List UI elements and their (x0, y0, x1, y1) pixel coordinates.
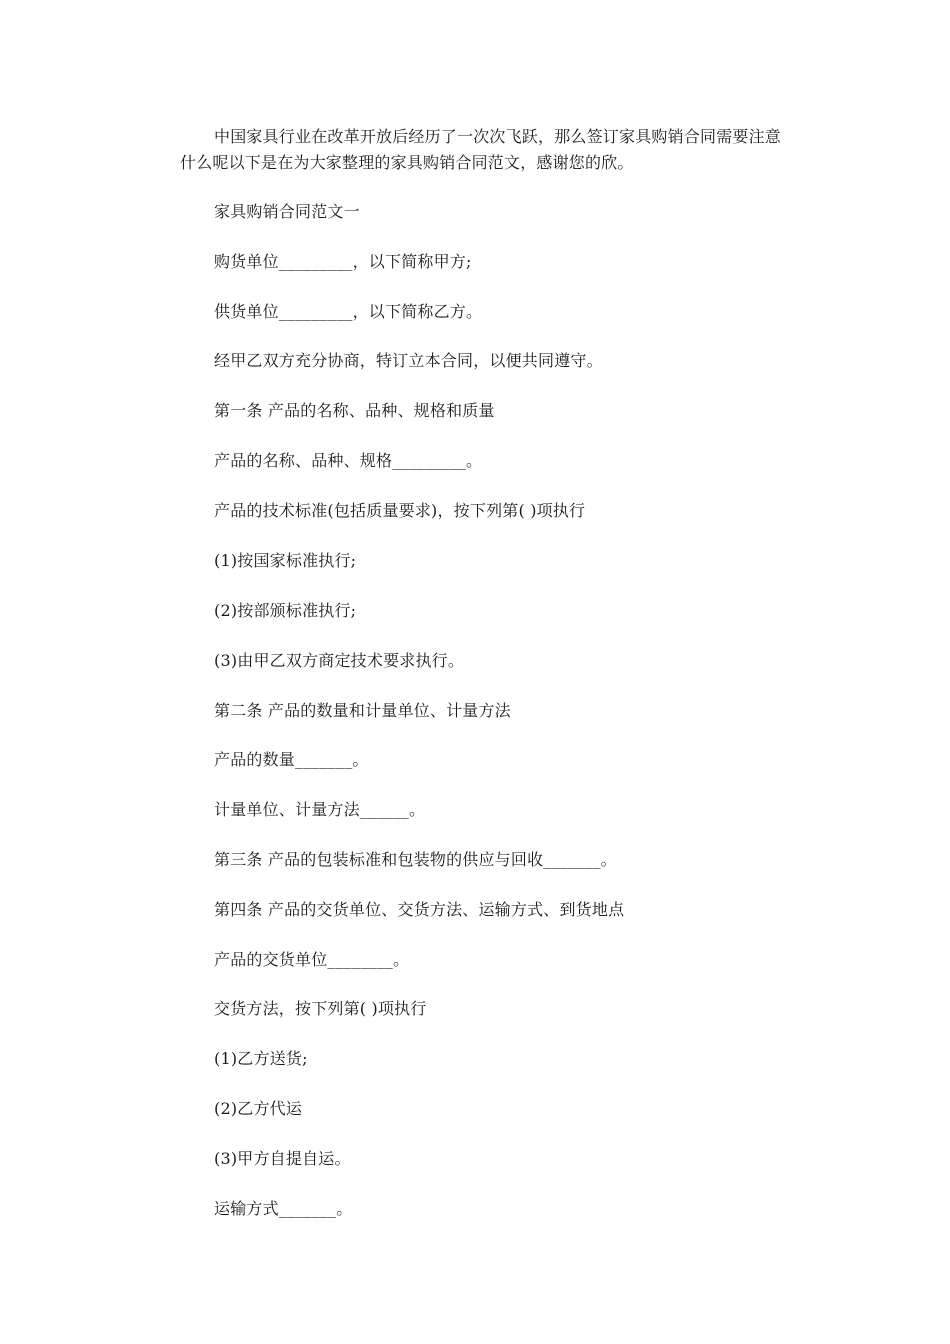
agreement-line: 经甲乙双方充分协商，特订立本合同，以便共同遵守。 (214, 351, 603, 370)
article-3-heading: 第三条 产品的包装标准和包装物的供应与回收_______。 (214, 850, 617, 869)
standard-option-2: (2)按部颁标准执行; (214, 601, 357, 620)
article-4-heading: 第四条 产品的交货单位、交货方法、运输方式、到货地点 (214, 900, 625, 919)
supplier-line: 供货单位_________，以下简称乙方。 (214, 302, 483, 321)
delivery-unit-line: 产品的交货单位________。 (214, 950, 410, 969)
section-title: 家具购销合同范文一 (214, 202, 360, 221)
delivery-option-2: (2)乙方代运 (214, 1099, 303, 1118)
intro-paragraph: 中国家具行业在改革开放后经历了一次次飞跃，那么签订家具购销合同需要注意什么呢以下是在为大家整理的家具购销合同范文，感谢您的欣。 (180, 127, 782, 172)
delivery-option-1: (1)乙方送货; (214, 1049, 308, 1068)
product-name-line: 产品的名称、品种、规格_________。 (214, 451, 483, 470)
quantity-line: 产品的数量_______。 (214, 750, 369, 769)
delivery-method-line: 交货方法，按下列第( )项执行 (214, 999, 427, 1018)
delivery-option-3: (3)甲方自提自运。 (214, 1149, 351, 1168)
standard-option-3: (3)由甲乙双方商定技术要求执行。 (214, 651, 465, 670)
transport-method-line: 运输方式_______。 (214, 1199, 353, 1218)
measurement-line: 计量单位、计量方法______。 (214, 800, 426, 819)
standard-option-1: (1)按国家标准执行; (214, 551, 357, 570)
buyer-line: 购货单位_________，以下简称甲方; (214, 252, 472, 271)
article-2-heading: 第二条 产品的数量和计量单位、计量方法 (214, 701, 511, 720)
article-1-heading: 第一条 产品的名称、品种、规格和质量 (214, 401, 495, 420)
technical-standard-line: 产品的技术标准(包括质量要求)，按下列第( )项执行 (214, 501, 586, 520)
